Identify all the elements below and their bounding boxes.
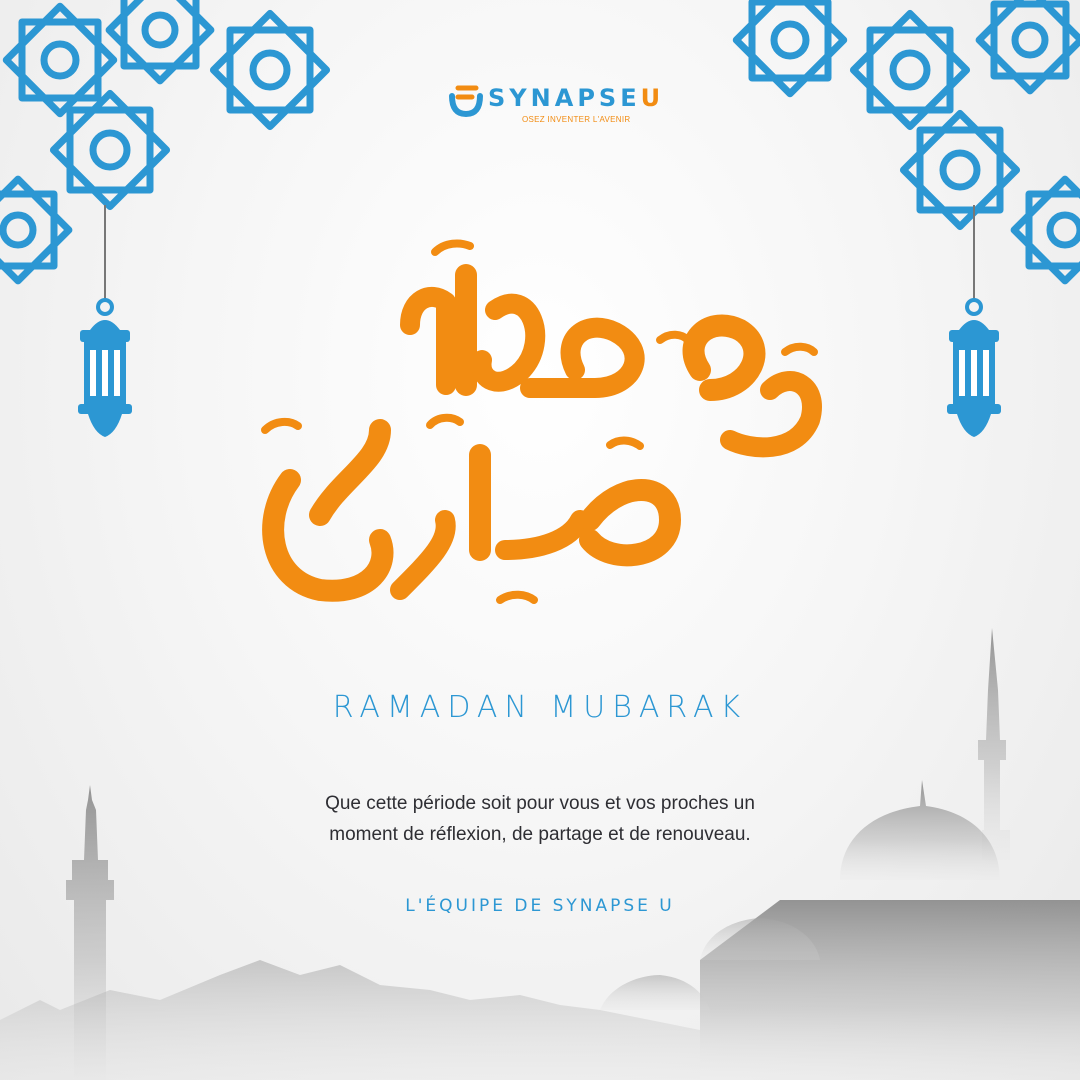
lantern-icon — [939, 205, 1009, 445]
lantern-icon — [70, 205, 140, 445]
brand-name-accent: U — [640, 84, 665, 112]
greeting-message — [200, 788, 880, 850]
signature: L'ÉQUIPE DE SYNAPSE U — [405, 896, 675, 916]
brand-tagline: OSEZ INVENTER L'AVENIR — [522, 115, 631, 124]
greeting-message-line: Que cette période soit pour vous et vos proches un — [325, 793, 755, 814]
ramadan-mubarak-calligraphy-icon — [230, 220, 850, 640]
brand-name — [488, 84, 664, 112]
brand-logo-icon — [448, 82, 484, 118]
brand-name-main: SYNAPSE — [488, 84, 641, 112]
greeting-message-line: moment de réflexion, de partage et de renouveau. — [329, 824, 751, 845]
headline: RAMADAN MUBARAK — [332, 690, 748, 725]
brand-logo — [448, 82, 665, 132]
